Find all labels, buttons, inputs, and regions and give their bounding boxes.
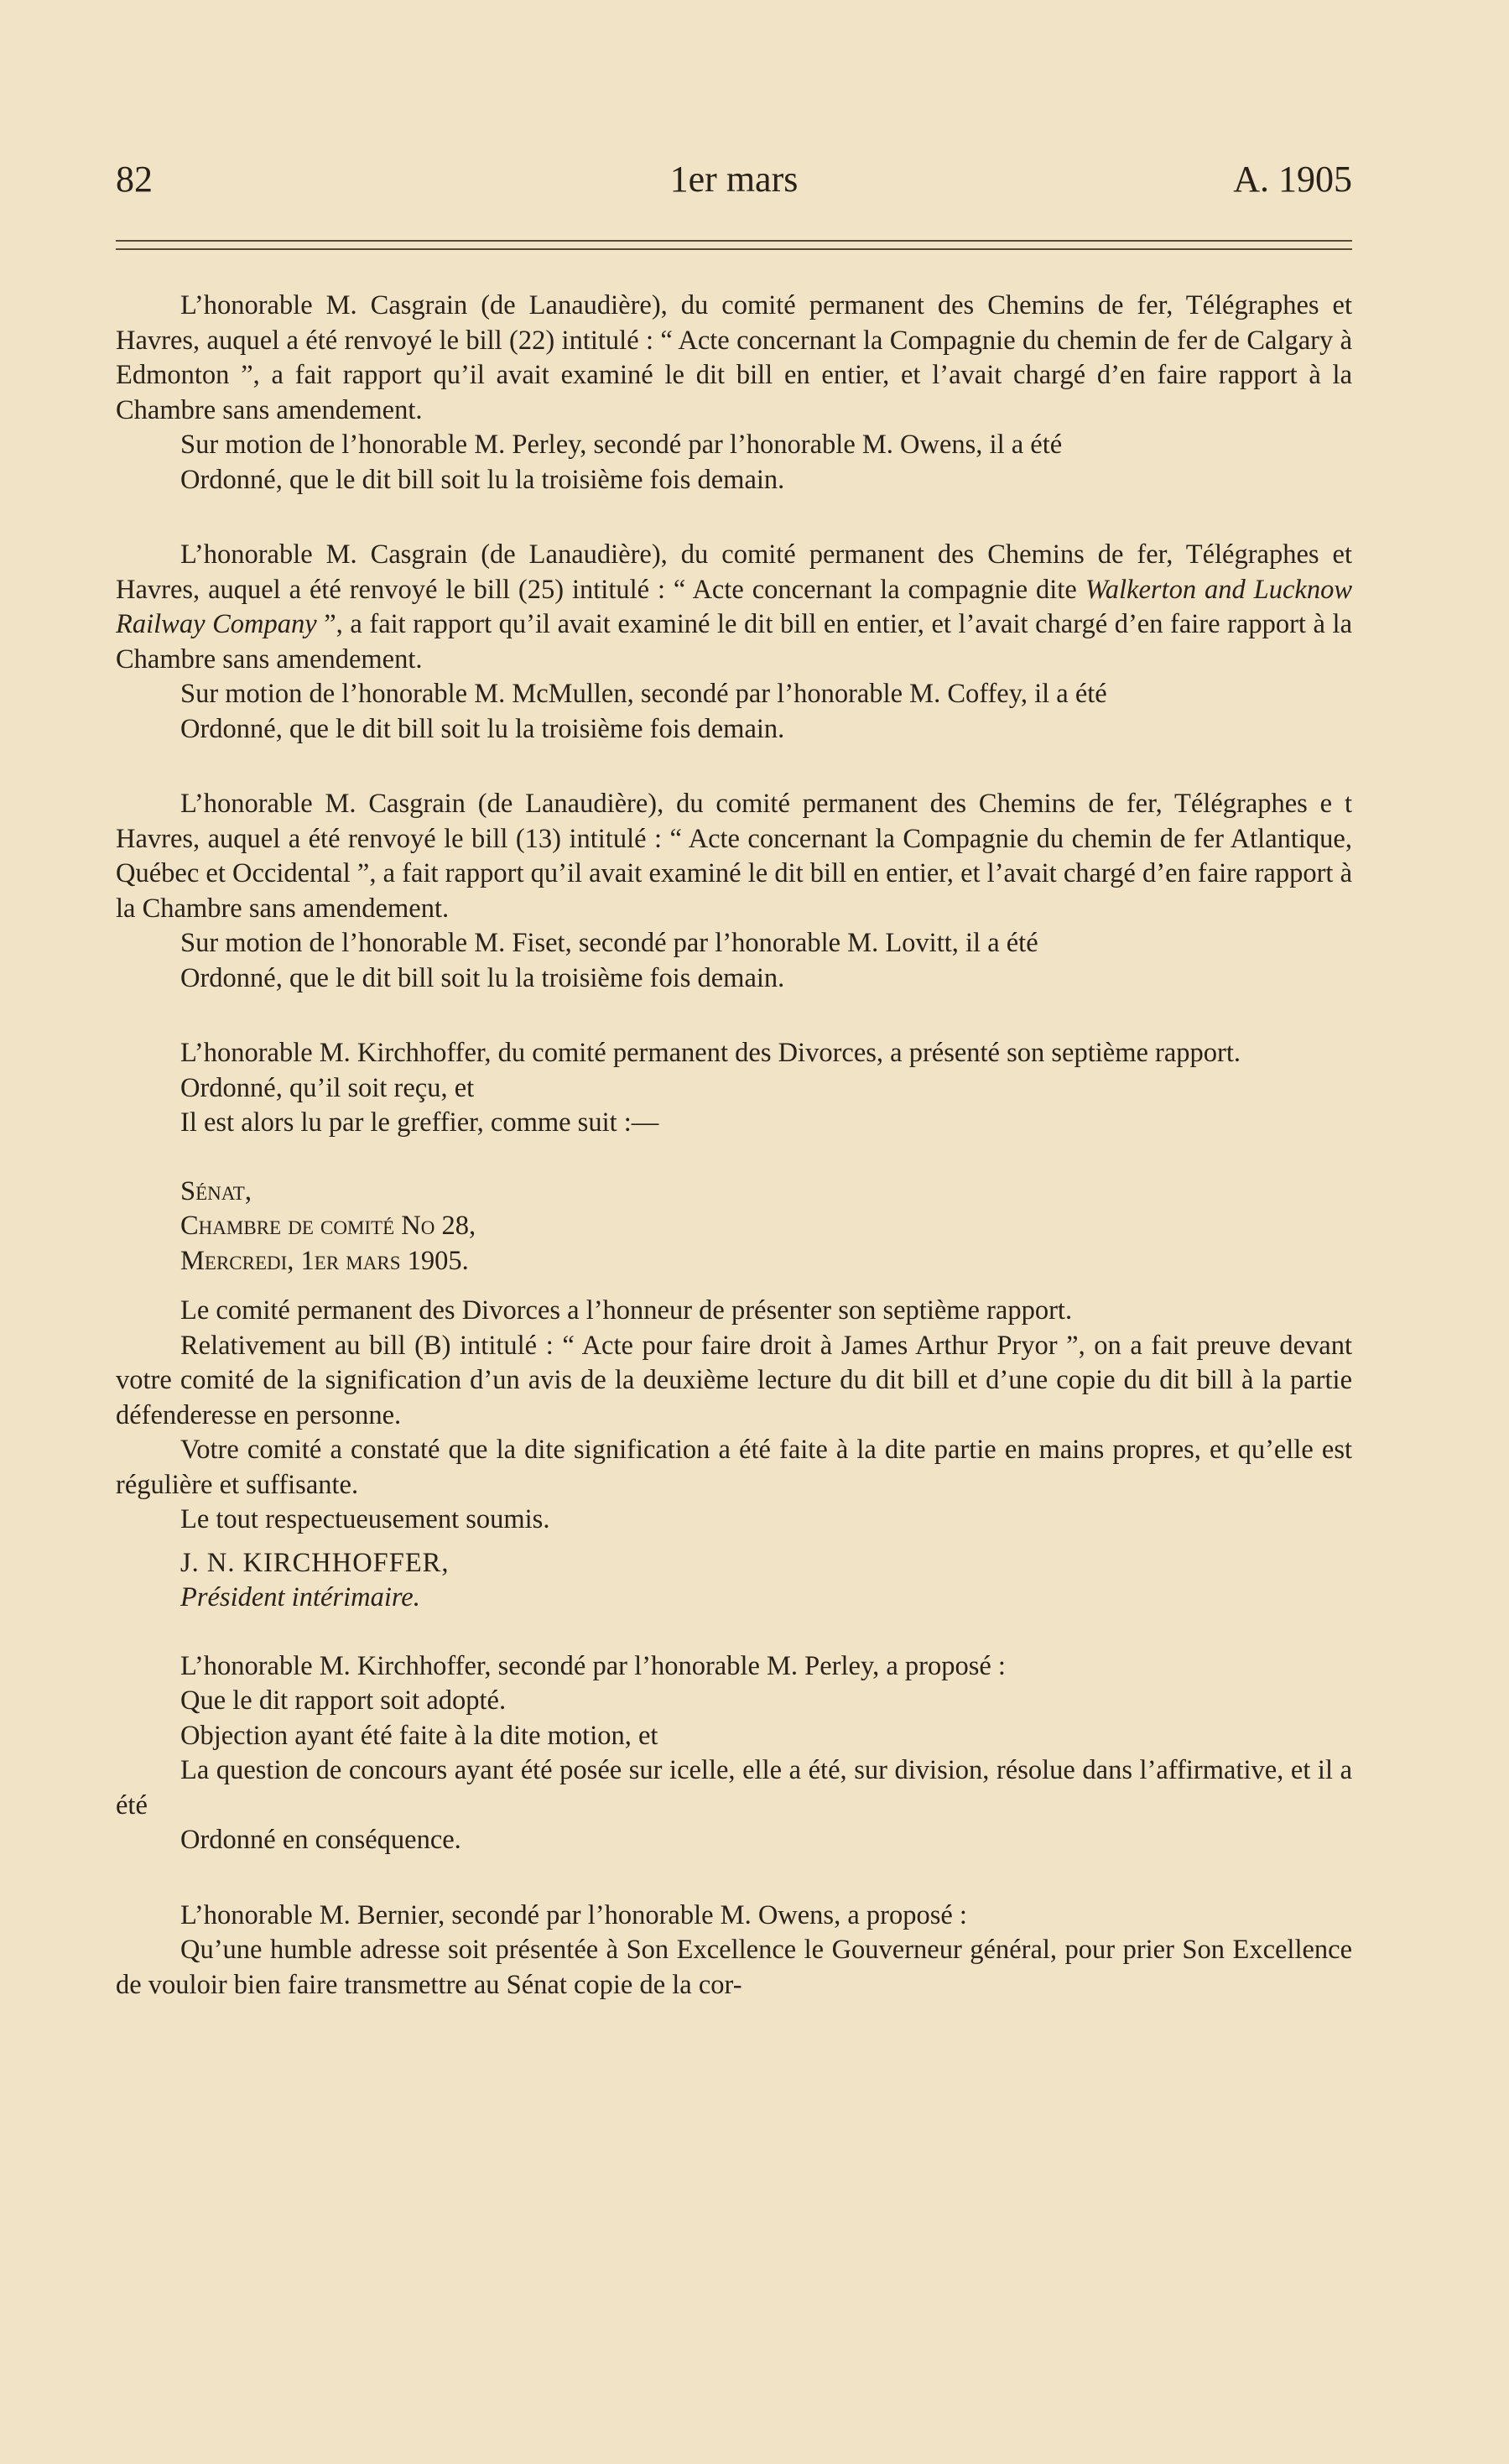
adoption-resolution: La question de concours ayant été posée sur icelle, elle a été, sur division, résolue dans l’affirmative, et il a été (116, 1755, 1352, 1821)
address-text: Qu’une humble adresse soit présentée à Son Excellence le Gouverneur général, pour prier Son Excellence de vouloir bien faire transmettre au Sénat copie de la cor- (116, 1935, 1352, 2000)
adoption-proposal: L’honorable M. Kirchhoffer, secondé par l’honorable M. Perley, a proposé : (180, 1650, 1006, 1681)
signature-name: J. N. KIRCHHOFFER, (180, 1547, 450, 1578)
report-body-4: Le tout respectueusement soumis. (180, 1504, 550, 1534)
header-date: 1er mars (669, 159, 799, 200)
bill-25-order: Ordonné, que le dit bill soit lu la troisième fois demain. (180, 713, 785, 744)
report-body-1: Le comité permanent des Divorces a l’honneur de présenter son septième rapport. (180, 1295, 1073, 1326)
page-number: 82 (116, 159, 153, 200)
page-body (116, 289, 1352, 2003)
header-year: A. 1905 (1233, 159, 1352, 200)
header-rule-bottom (116, 248, 1352, 250)
adoption-objection: Objection ayant été faite à la dite motion, et (180, 1720, 658, 1751)
signature-title: Président intérimaire. (180, 1582, 420, 1612)
bill-13-order: Ordonné, que le dit bill soit lu la troisième fois demain. (180, 962, 785, 993)
bill-22-order: Ordonné, que le dit bill soit lu la troisième fois demain. (180, 464, 785, 495)
bill-22-report: L’honorable M. Casgrain (de Lanaudière), du comité permanent des Chemins de fer, Télégraphes et Havres, auquel a été renvoyé le bill (22) intitulé : “ Acte concernant la Compagnie du chemin de fer de Calgary à Edmonton ”, a fait rapport qu’il avait examiné le dit bill en entier, et l’avait chargé d’en faire rapport à la Chambre sans amendement. (116, 290, 1352, 425)
address-proposal: L’honorable M. Bernier, secondé par l’honorable M. Owens, a proposé : (180, 1899, 967, 1930)
bill-13-motion: Sur motion de l’honorable M. Fiset, secondé par l’honorable M. Lovitt, il a été (180, 928, 1038, 958)
bill-25-motion: Sur motion de l’honorable M. McMullen, secondé par l’honorable M. Coffey, il a été (180, 679, 1107, 709)
report-place-room: Chambre de comité No 28, (180, 1211, 476, 1241)
bill-22-motion: Sur motion de l’honorable M. Perley, secondé par l’honorable M. Owens, il a été (180, 430, 1063, 460)
report-place-senate: Sénat, (180, 1175, 252, 1206)
header-rule-top (116, 240, 1352, 242)
divorce-order: Ordonné, qu’il soit reçu, et (180, 1072, 475, 1103)
bill-25-report: L’honorable M. Casgrain (de Lanaudière), du comité permanent des Chemins de fer, Télégraphes et Havres, auquel a été renvoyé le bill (25) intitulé : “ Acte concernant la compagnie dite Walkerton and Lucknow Railway Company ”, a fait rapport qu’il avait examiné le dit bill en entier, et l’avait chargé d’en faire rapport à la Chambre sans amendement. (116, 539, 1353, 675)
bill-13-report: L’honorable M. Casgrain (de Lanaudière), du comité permanent des Chemins de fer, Télégraphes e t Havres, auquel a été renvoyé le bill (13) intitulé : “ Acte concernant la Compagnie du chemin de fer Atlantique, Québec et Occidental ”, a fait rapport qu’il avait examiné le dit bill en entier, et l’avait chargé d’en faire rapport à la Chambre sans amendement. (116, 789, 1352, 924)
report-date: Mercredi, 1er mars 1905. (180, 1245, 469, 1276)
company-name: Walkerton and Lucknow Railway Company (116, 574, 1353, 639)
running-header (116, 158, 1352, 208)
divorce-intro: L’honorable M. Kirchhoffer, du comité permanent des Divorces, a présenté son septième rapport. (180, 1038, 1241, 1068)
adoption-motion: Que le dit rapport soit adopté. (180, 1685, 507, 1716)
divorce-read: Il est alors lu par le greffier, comme suit :— (180, 1107, 659, 1138)
report-body-3: Votre comité a constaté que la dite signification a été faite à la dite partie en mains propres, et qu’elle est régulière et suffisante. (116, 1435, 1352, 1500)
adoption-order: Ordonné en conséquence. (180, 1825, 461, 1855)
report-body-2: Relativement au bill (B) intitulé : “ Acte pour faire droit à James Arthur Pryor ”, on a fait preuve devant votre comité de la signification d’un avis de la deuxième lecture du dit bill et d’une copie du dit bill à la partie défenderesse en personne. (116, 1330, 1352, 1430)
